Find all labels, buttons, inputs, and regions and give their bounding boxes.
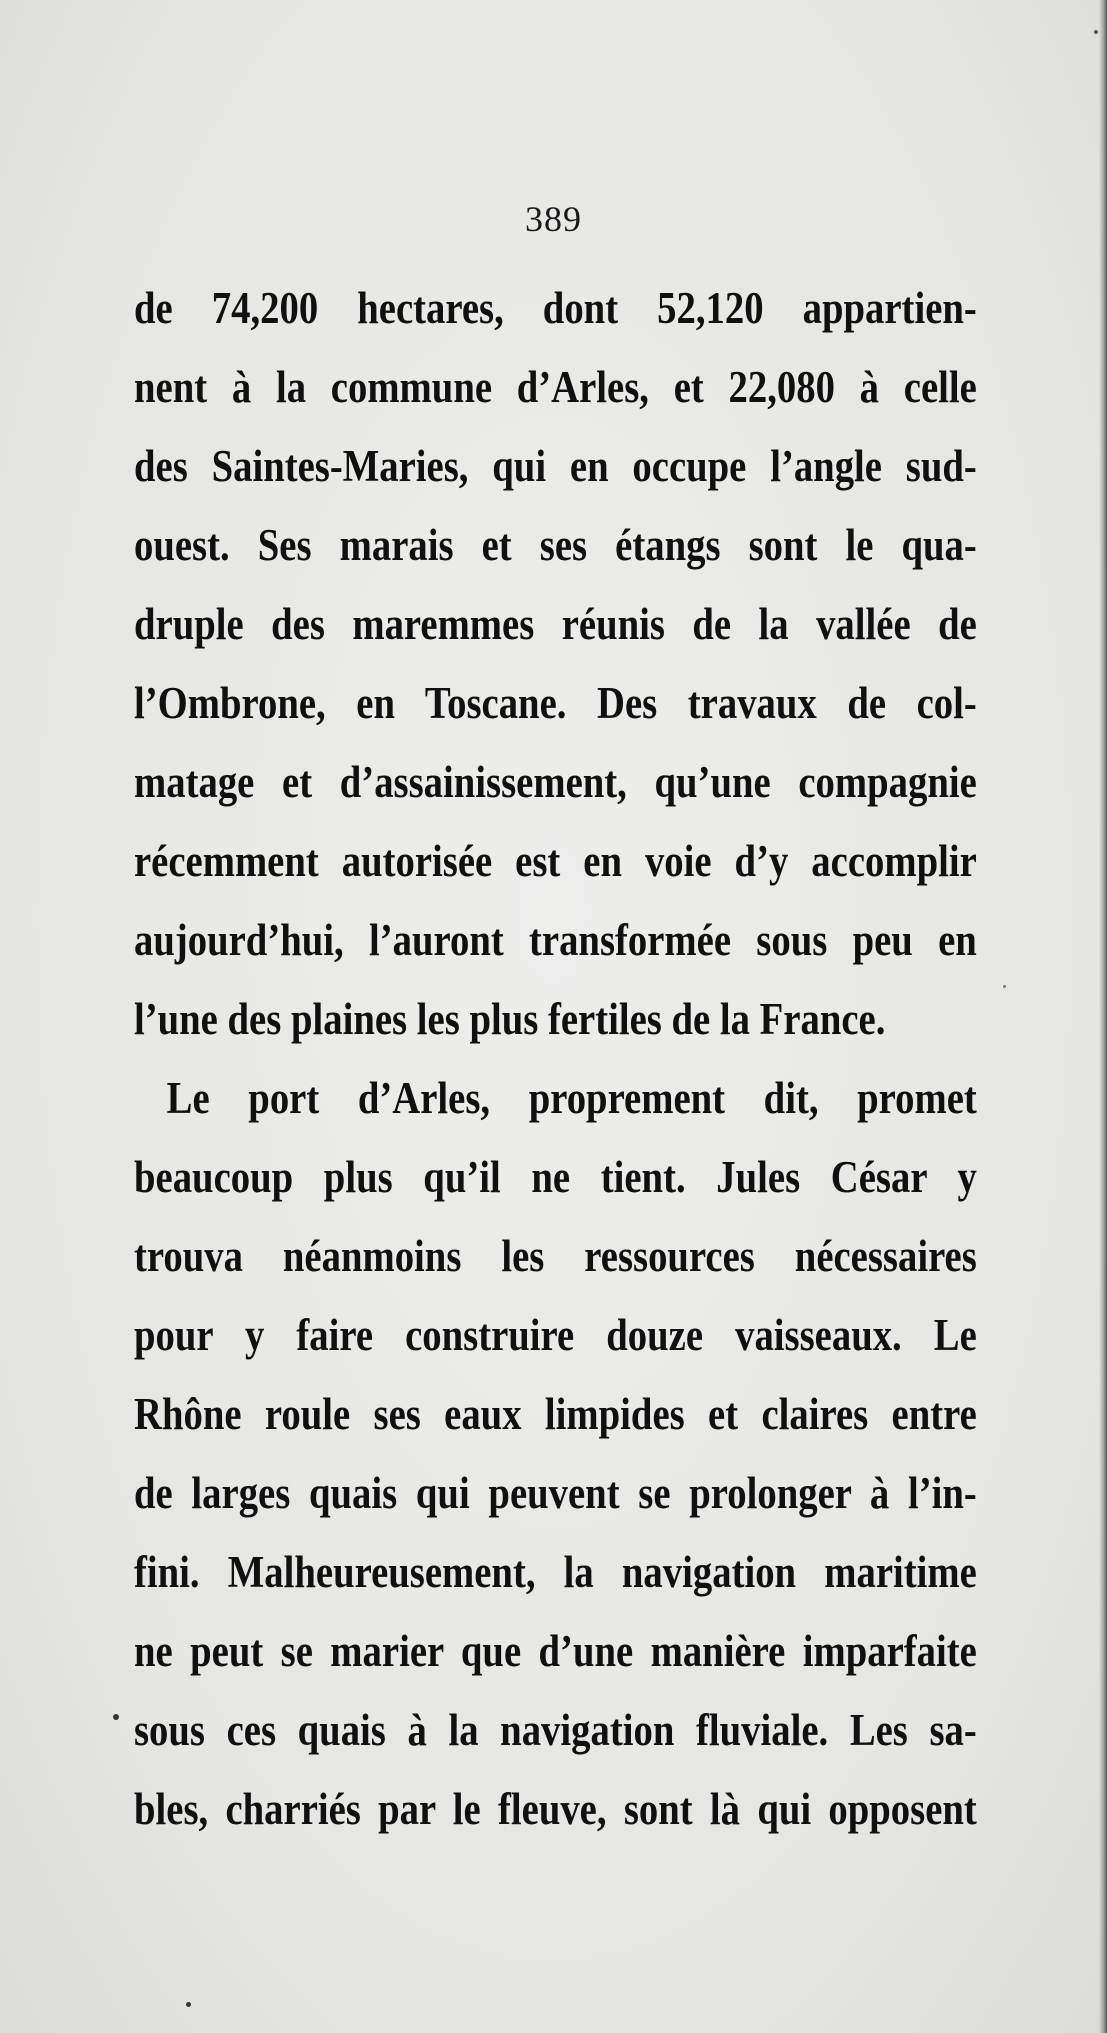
text-line: de 74,200 hectares, dont 52,120 appartien- (134, 283, 977, 333)
text-line: Le port d’Arles, proprement dit, promet (166, 1073, 977, 1123)
paper-speck (1094, 30, 1098, 34)
text-line: récemment autorisée est en voie d’y accomplir (134, 836, 977, 886)
paper-speck (1003, 985, 1006, 988)
text-line: l’une des plaines les plus fertiles de la France. (134, 994, 886, 1044)
text-line: pour y faire construire douze vaisseaux. Le (134, 1310, 977, 1360)
paper-speck (113, 1714, 119, 1720)
text-line: sous ces quais à la navigation fluviale. Les sa- (134, 1705, 977, 1755)
text-line: fini. Malheureusement, la navigation maritime (134, 1547, 977, 1597)
page-number: 389 (525, 199, 582, 239)
text-line: ne peut se marier que d’une manière imparfaite (134, 1626, 977, 1676)
text-line: beaucoup plus qu’il ne tient. Jules César y (134, 1152, 977, 1202)
paper-speck (186, 2002, 191, 2007)
text-line: druple des maremmes réunis de la vallée de (134, 599, 977, 649)
page-edge-shadow (1099, 0, 1107, 2033)
text-line: nent à la commune d’Arles, et 22,080 à celle (134, 362, 977, 412)
text-line: l’Ombrone, en Toscane. Des travaux de col- (134, 678, 977, 728)
text-line: matage et d’assainissement, qu’une compagnie (134, 757, 977, 807)
body-text (134, 275, 977, 1855)
text-line: bles, charriés par le fleuve, sont là qui opposent (134, 1784, 977, 1834)
text-line: trouva néanmoins les ressources nécessaires (134, 1231, 977, 1281)
text-line: Rhône roule ses eaux limpides et claires entre (134, 1389, 977, 1439)
text-line: aujourd’hui, l’auront transformée sous peu en (134, 915, 977, 965)
text-line: ouest. Ses marais et ses étangs sont le qua- (134, 520, 977, 570)
text-line: de larges quais qui peuvent se prolonger à l’in- (134, 1468, 977, 1518)
text-line: des Saintes-Maries, qui en occupe l’angle sud- (134, 441, 977, 491)
